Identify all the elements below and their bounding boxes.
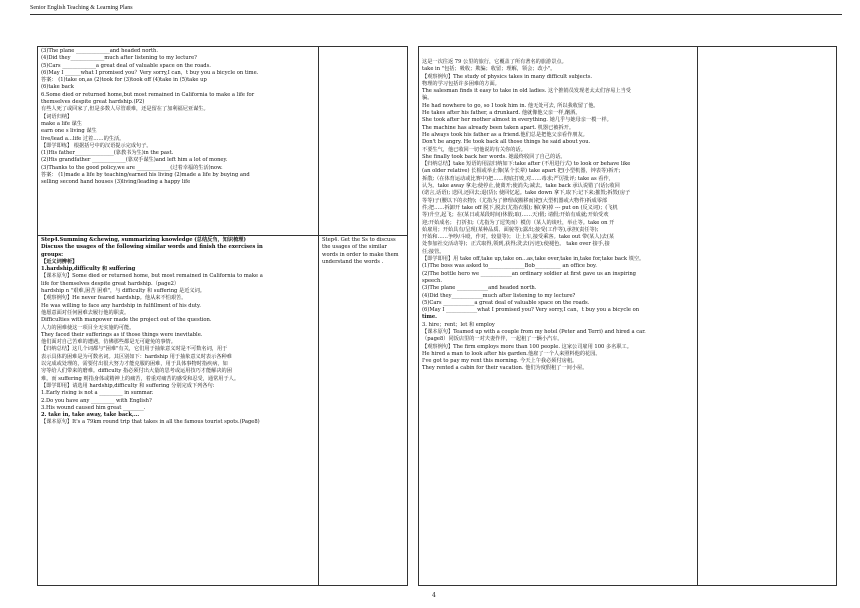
text-line: 【近义词辨析】: [41, 258, 78, 265]
text-line: 穷等给人们带来的磨难。difficulty 指必须付出大量的思考或运用技巧才能解决的困: [41, 368, 232, 375]
text-line: 【归纳总结】take 短语的用法归纳如下:take after (不用进行式) to look or behave like: [422, 161, 631, 168]
text-line: Don't be angry. He took back all those things he said about you.: [422, 139, 591, 146]
text-line: 处参加社交活动等)；正式取得,领到,获得;洗去(污迹);使褪色。 take over 接手,接: [422, 241, 610, 248]
text-line: 6.Some died or returned home,but most remained in California to make a life for: [41, 91, 255, 98]
text-line: 认为。take away 拿走;使停止,使离开;使消失;减去。take back 承认说错了(话);收回: [422, 183, 620, 190]
text-line: themselves despite great hardship.(P2): [41, 99, 145, 106]
text-line: 等)升空,起飞；在(某日或某段时间)休假;取(……天)假; 请假;开始有成就;开始受欢: [422, 212, 609, 219]
text-line: live/lead a...life 过着……的生活。: [41, 135, 125, 142]
text-line: 【课本原句】Some died or returned home, but most remained in California to make a: [41, 273, 263, 280]
text-line: 【即学即用】用 take off,take up,take on...as,take over,take in,take for,take back 填空。: [422, 256, 645, 263]
text-line: 骗。: [422, 95, 433, 102]
text-line: Step4.Summing &chewing, summarizing knowledge (总结反刍，知识梳理): [41, 237, 246, 243]
text-line: (诺言,话语); 送回,还回去;退(货); 使回忆起。take down 拿下,取下;记下来;摧毁;拆毁(房子: [422, 190, 631, 197]
text-line: Discuss the usages of the following similar words and finish the exercises in: [41, 244, 263, 251]
text-line: 始雇用；开始具有/呈现(某种品质、面貌等);露出;接受(工作等),承担(责任等);: [422, 226, 599, 233]
text-line: 表示具体的困难是为可数名词。其区别如下：hardship 用于抽象意义时表示各种难: [41, 353, 232, 360]
text-line: 【课本原句】It's a 79km round trip that takes in all the famous tourist spots.(Page8): [41, 419, 260, 426]
text-line: 他愿意面对任何困难去履行他的职责。: [41, 309, 130, 316]
text-line: speech.: [422, 277, 443, 284]
text-line: The salesman finds it easy to take in old ladies. 这个推销员发现老太太们容易上当受: [422, 88, 631, 95]
text-line: 物理的学习包括许多困难的方面。: [422, 80, 500, 87]
left-top-text: [41, 48, 315, 187]
text-line: 【词语归纳】: [41, 113, 73, 120]
text-line: 拆散;（在体育运动或比赛中)把……彻底打败,对……毒求;严厉批评; take as 看作,: [422, 175, 611, 182]
right-text: [422, 59, 694, 373]
text-line: groups:: [41, 251, 64, 258]
text-line: (6)May I ______what I promised you？Very sorry,I can，t buy you a bicycle on time.: [41, 69, 259, 76]
page-number: 4: [432, 592, 436, 599]
text-line: 2. take in, take away, take back,...: [41, 412, 140, 419]
text-line: (1)The boss was asked to______________Bob__________ an office boy.: [422, 263, 597, 270]
text-line: 【即学即练】 根据括号中的汉语提示完成句子。: [41, 142, 152, 149]
text-line: 【观察例句】He never feared hardship。他从来不怕艰苦。: [41, 295, 187, 302]
left-bottom-cell: [38, 236, 318, 585]
text-line: 3. hire；rent；let 和 employ: [422, 321, 495, 328]
text-line: Difficulties with manpower made the project out of the question.: [41, 317, 212, 324]
text-line: (3)The plane ____________and headed north.: [422, 285, 537, 292]
text-line: (an older relative) 长相或举止像(某个长辈) take apart 把(小型机器，钟表等)拆开;: [422, 168, 621, 175]
text-line: He takes after his father, a drunkard. 他就像他父亲一样,酗酒。: [422, 110, 581, 117]
text-line: She took after her mother almost in everything. 她几乎与她母亲一模一样。: [422, 117, 612, 124]
text-line: 这是一次往返 79 公里的旅行，它覆盖了所有著名的旅游景点。: [422, 59, 567, 65]
text-line: (4)Did they_____________much after listening to my lecture?: [41, 55, 197, 62]
step-note-cell: [319, 236, 407, 336]
step-note: Step4. Get the Ss to discuss the usages of the similar words in order to make them understand the words .: [322, 237, 399, 265]
text-line: selling second hand houses (3)living/leading a happy life: [41, 179, 191, 186]
text-line: (5)Cars _____________a great deal of valuable space on the roads.: [41, 62, 211, 69]
text-line: 2.Do you have any _________ with English?: [41, 397, 152, 404]
text-line: 答案： (1)take on,as (2)took for (3)took off (4)take in (5)take up: [41, 77, 207, 84]
text-line: 3.His wound caused him great ________.: [41, 404, 146, 411]
text-line: I've got to pay my rent this morning. 今天上午我必须付房租。: [422, 358, 578, 365]
text-line: (6)take back: [41, 84, 74, 91]
text-line: (1)His father_______________(靠教书为生)in the past.: [41, 150, 174, 157]
left-top-cell: [38, 47, 318, 234]
text-line: (6)May I ____________what I promised you? Very sorry,I can，t buy you a bicycle on: [422, 307, 640, 314]
text-line: They rented a cabin for their vacation. 他们为度假租了一间小屋。: [422, 365, 588, 372]
text-line: 等等)子(腰以下的衣物);（尤指为了修理或搬移而)把(大型机器或大物件)拆成零部: [422, 197, 608, 204]
text-line: 人力的困难使这一项目全无实施的可能。: [41, 324, 135, 331]
text-line: 他们面对自己苦难的遭遇，仿佛那些都是无可避免的事情。: [41, 339, 176, 346]
text-line: He had nowhere to go, so I took him in. 他无处可去, 所以我收留了他。: [422, 102, 599, 109]
text-line: 【观察例句】The firm employs more than 100 people. 这家公司雇用 100 多名职工。: [422, 343, 632, 350]
left-bottom-text: [41, 237, 315, 427]
text-line: 【观察例句】The study of physics takes in many difficult subjects.: [422, 73, 593, 80]
text-line: He was willing to face any hardship in fulfillment of his duty.: [41, 302, 201, 309]
text-line: 【归纳总结】这几个词都与"困难"有关，它们用于抽象意义时是不可数名词，用于: [41, 346, 228, 353]
text-line: (2)His grandfather _____________(靠双手谋生)and left him a lot of money.: [41, 157, 228, 164]
text-line: (3)The plane _____________and headed north.: [41, 48, 159, 54]
text-line: life for themselves despite great hardship.（page2）: [41, 280, 180, 287]
text-line: (2)The bottle hero we ____________an ordinary soldier at first gave us an inspiring: [422, 270, 636, 277]
text-line: 1.Early rising is not a _________ in summar.: [41, 390, 154, 397]
text-line: 迎;开始成名； 打折扣;（尤指为了逗笑而）模仿（某人的谈吐，举止等。take on 开: [422, 219, 615, 226]
text-line: (5)Cars ____________a great deal of valuable space on the roads.: [422, 299, 590, 306]
text-line: 【即学即用】请选用 hardship,difficulty 和 suffering 分别完成下列各句:: [41, 382, 215, 389]
text-line: 件;把……拆卸开 take off 脱下,脱去(尤指衣服); 解(拿)掉 --- put on (反义词)；(飞机: [422, 204, 618, 211]
header-rule: [30, 14, 842, 15]
text-line: 答案： (1)made a life by teaching/earned his living (2)made a life by buying and: [41, 172, 250, 179]
text-line: (4)Did they____________much after listening to my lecture?: [422, 292, 576, 299]
text-line: They faced their sufferings as if those things were inevitable.: [41, 331, 203, 338]
text-line: The machine has already been taken apart. 机器已被拆开。: [422, 124, 575, 131]
text-line: 难。而 suffering 则指身体或精神上的痛苦，着重对痛苦的感受和忍受，通常用于人。: [41, 375, 240, 382]
text-line: (3)Thanks to the good policy,we are _____________(过着幸福的生活)now.: [41, 164, 223, 171]
text-line: （page8）同饭店里的一对夫妻作伴，一起租了一辆小汽车。: [422, 336, 563, 343]
text-line: 1.hardship,difficulty 和 suffering: [41, 266, 136, 273]
text-line: 有些人死了或回家了,但是多数人尽管艰难，还是留在了加利福尼亚谋生。: [41, 106, 209, 113]
right-table-divider: [697, 46, 698, 586]
text-line: 以完成或处理的，需要付出很大努力才能克服的困难，用于具体事物时指疾病，如: [41, 361, 228, 368]
text-line: time.: [422, 314, 437, 321]
text-line: He always took his father as a friend.他们总是把他父亲看作朋友。: [422, 131, 588, 138]
text-line: 开始和……争吵/斗殴，作对，较量等)； 让上车,接受乘客。take out 带(某人)去(某: [422, 234, 615, 241]
text-line: He hired a man to look after his garden.他雇了一个人来照料他的花园。: [422, 350, 601, 357]
text-line: 任;接管。: [422, 248, 445, 255]
text-line: She finally took back her words. 她最终收回了自己的话。: [422, 153, 566, 160]
text-line: take in "包括；吸收；欺骗；收留；理解，领会；改小"。: [422, 66, 556, 73]
right-cell: [419, 58, 697, 585]
text-line: make a life 谋生: [41, 120, 82, 127]
text-line: earn one s living 谋生: [41, 128, 97, 135]
page-header: Senior English Teaching & Learning Plans: [30, 5, 133, 11]
text-line: hardship n "艰难,困苦 困难"，与 difficulty 和 suffering 是近义词。: [41, 288, 205, 295]
text-line: 【课本原句】Teamed up with a couple from my hotel (Peter and Terri) and hired a car.: [422, 328, 646, 335]
text-line: 不要生气，他已收回一切他说的有关你的话。: [422, 146, 526, 153]
